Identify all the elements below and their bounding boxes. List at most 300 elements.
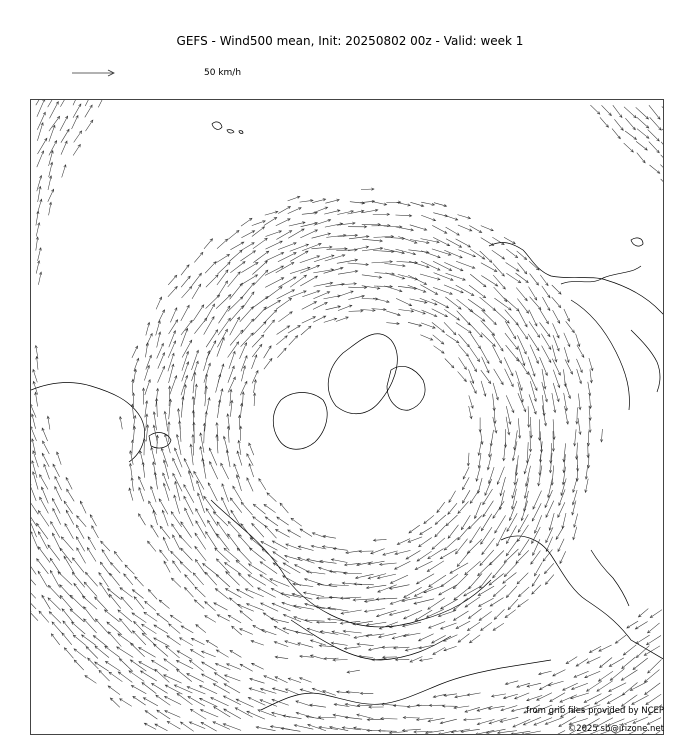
wind-arrow-icon	[241, 218, 252, 226]
wind-arrow-icon	[625, 118, 635, 130]
wind-arrow-icon	[362, 247, 383, 251]
wind-arrow-icon	[230, 498, 242, 513]
wind-arrow-icon	[318, 716, 336, 719]
wind-arrow-icon	[331, 559, 347, 563]
wind-arrow-icon	[329, 596, 350, 599]
wind-arrow-icon	[344, 647, 361, 650]
wind-arrow-icon	[649, 105, 660, 119]
wind-arrow-icon	[187, 686, 205, 694]
wind-arrow-icon	[240, 664, 253, 671]
wind-arrow-icon	[192, 284, 201, 299]
wind-arrow-icon	[222, 484, 229, 502]
wind-arrow-icon	[230, 283, 243, 299]
wind-arrow-icon	[278, 243, 296, 250]
wind-arrow-icon	[238, 440, 241, 455]
wind-arrow-icon	[300, 678, 312, 683]
wind-arrow-icon	[636, 107, 649, 119]
wind-arrow-icon	[58, 572, 72, 586]
wind-arrow-icon	[497, 467, 504, 485]
wind-arrow-icon	[446, 334, 459, 343]
wind-arrow-icon	[153, 412, 157, 430]
wind-arrow-icon	[70, 595, 84, 609]
coastline-japan	[591, 550, 629, 606]
map-panel[interactable]	[30, 99, 664, 735]
wind-arrow-icon	[389, 732, 407, 735]
wind-arrow-icon	[49, 202, 52, 215]
wind-arrow-icon	[49, 612, 61, 624]
wind-arrow-icon	[48, 545, 60, 561]
wind-arrow-icon	[337, 222, 355, 225]
wind-arrow-icon	[65, 524, 74, 539]
wind-arrow-icon	[240, 343, 247, 359]
wind-arrow-icon	[114, 551, 122, 562]
wind-arrow-icon	[100, 562, 110, 575]
wind-arrow-icon	[465, 707, 480, 712]
wind-arrow-icon	[426, 730, 445, 734]
wind-arrow-icon	[506, 273, 521, 283]
wind-arrow-icon	[195, 587, 206, 597]
wind-arrow-icon	[589, 358, 593, 371]
wind-arrow-icon	[548, 731, 566, 736]
wind-arrow-icon	[392, 634, 409, 639]
wind-arrow-icon	[289, 336, 298, 346]
wind-arrow-icon	[661, 142, 664, 155]
wind-arrow-icon	[42, 453, 49, 467]
wind-arrow-icon	[469, 635, 480, 643]
wind-arrow-icon	[195, 559, 205, 573]
wind-arrow-icon	[404, 610, 423, 619]
wind-arrow-icon	[542, 286, 550, 298]
wind-arrow-icon	[470, 249, 485, 259]
wind-arrow-icon	[152, 660, 169, 670]
wind-arrow-icon	[566, 657, 577, 664]
wind-arrow-icon	[530, 297, 541, 310]
wind-arrow-icon	[456, 261, 475, 268]
wind-arrow-icon	[661, 179, 664, 189]
map-canvas[interactable]	[31, 100, 664, 735]
wind-arrow-icon	[508, 599, 518, 610]
wind-arrow-icon	[470, 348, 480, 362]
wind-arrow-icon	[448, 525, 458, 539]
wind-arrow-icon	[519, 539, 530, 555]
wind-arrow-icon	[227, 426, 230, 442]
wind-arrow-icon	[272, 699, 289, 705]
wind-arrow-icon	[108, 589, 121, 600]
wind-arrow-icon	[458, 634, 469, 643]
wind-arrow-icon	[225, 675, 241, 681]
wind-arrow-icon	[529, 321, 540, 337]
wind-arrow-icon	[576, 408, 579, 425]
wind-arrow-icon	[155, 724, 168, 731]
wind-arrow-icon	[40, 475, 48, 490]
wind-arrow-icon	[290, 251, 308, 261]
wind-arrow-icon	[253, 517, 267, 527]
wind-arrow-icon	[481, 238, 494, 246]
wind-arrow-icon	[148, 541, 157, 551]
wind-arrow-icon	[62, 165, 66, 178]
wind-arrow-icon	[390, 575, 408, 583]
wind-arrow-icon	[633, 717, 648, 724]
wind-arrow-icon	[420, 285, 437, 295]
wind-arrow-icon	[274, 626, 289, 634]
wind-arrow-icon	[514, 430, 518, 450]
wind-arrow-icon	[60, 116, 68, 131]
wind-arrow-icon	[266, 231, 282, 237]
wind-arrow-icon	[236, 475, 241, 491]
wind-arrow-icon	[648, 130, 660, 142]
wind-arrow-icon	[503, 573, 517, 584]
wind-arrow-icon	[317, 621, 337, 624]
wind-arrow-icon	[162, 510, 168, 526]
wind-arrow-icon	[349, 310, 364, 313]
wind-arrow-icon	[102, 550, 110, 563]
wind-arrow-icon	[469, 406, 473, 419]
wind-arrow-icon	[454, 706, 469, 709]
wind-arrow-icon	[230, 242, 244, 250]
wind-arrow-icon	[518, 599, 529, 607]
wind-arrow-icon	[333, 659, 348, 662]
wind-arrow-icon	[420, 335, 432, 340]
wind-arrow-icon	[247, 454, 253, 466]
wind-arrow-icon	[60, 548, 72, 563]
wind-arrow-icon	[331, 642, 347, 646]
coastline-iceland	[149, 433, 171, 448]
wind-arrow-icon	[350, 202, 365, 205]
wind-arrow-icon	[252, 344, 262, 357]
wind-arrow-icon	[566, 321, 575, 332]
wind-arrow-icon	[202, 651, 216, 657]
wind-arrow-icon	[140, 671, 156, 681]
wind-arrow-icon	[534, 515, 541, 533]
wind-arrow-icon	[564, 369, 567, 386]
wind-arrow-icon	[156, 695, 171, 705]
wind-arrow-icon	[74, 649, 86, 659]
wind-arrow-icon	[404, 587, 422, 597]
wind-arrow-icon	[492, 237, 504, 244]
wind-arrow-icon	[540, 357, 548, 375]
wind-arrow-icon	[88, 537, 96, 550]
wind-arrow-icon	[346, 691, 359, 694]
wind-arrow-icon	[461, 729, 480, 733]
coastline-scandinavia	[273, 393, 327, 450]
wind-arrow-icon	[188, 696, 205, 706]
wind-arrow-icon	[180, 638, 194, 646]
wind-arrow-icon	[337, 259, 358, 263]
wind-arrow-icon	[206, 640, 218, 647]
wind-arrow-icon	[281, 727, 300, 731]
wind-arrow-icon	[256, 726, 275, 730]
wind-arrow-icon	[77, 516, 87, 527]
wind-arrow-icon	[264, 346, 272, 358]
wind-arrow-icon	[470, 489, 479, 503]
wind-arrow-icon	[465, 561, 481, 575]
wind-arrow-icon	[70, 609, 84, 622]
wind-arrow-icon	[109, 594, 121, 608]
wind-arrow-icon	[49, 116, 60, 131]
wind-arrow-icon	[117, 647, 134, 658]
wind-arrow-icon	[195, 546, 206, 561]
wind-arrow-icon	[271, 618, 289, 623]
wind-arrow-icon	[517, 525, 528, 542]
wind-arrow-icon	[476, 466, 481, 481]
wind-arrow-icon	[362, 275, 382, 279]
wind-arrow-icon	[300, 689, 314, 694]
wind-arrow-icon	[330, 726, 349, 731]
wind-arrow-icon	[252, 221, 265, 226]
wind-arrow-icon	[179, 535, 191, 548]
wind-arrow-icon	[478, 562, 493, 576]
wind-arrow-icon	[31, 483, 36, 501]
wind-arrow-icon	[182, 351, 189, 370]
wind-arrow-icon	[395, 561, 411, 569]
wind-arrow-icon	[160, 526, 170, 539]
wind-arrow-icon	[338, 234, 358, 237]
wind-arrow-icon	[505, 681, 518, 685]
wind-arrow-icon	[31, 572, 36, 585]
wind-arrow-icon	[410, 657, 422, 663]
wind-arrow-icon	[190, 709, 206, 719]
wind-arrow-icon	[505, 610, 516, 618]
wind-arrow-icon	[200, 433, 204, 453]
wind-arrow-icon	[177, 669, 192, 681]
wind-arrow-icon	[549, 513, 554, 530]
wind-arrow-icon	[414, 587, 433, 597]
wind-arrow-icon	[547, 479, 552, 498]
wind-arrow-icon	[648, 623, 660, 633]
wind-arrow-icon	[590, 105, 599, 114]
wind-arrow-icon	[469, 358, 477, 372]
wind-arrow-icon	[530, 381, 536, 401]
wind-arrow-icon	[440, 549, 457, 559]
wind-arrow-icon	[446, 239, 462, 248]
wind-arrow-icon	[272, 541, 288, 549]
wind-arrow-icon	[214, 673, 229, 683]
wind-arrow-icon	[494, 287, 507, 302]
wind-arrow-icon	[440, 719, 457, 724]
wind-arrow-icon	[241, 502, 252, 515]
coastline-west-africa	[31, 383, 145, 462]
wind-arrow-icon	[66, 477, 72, 489]
wind-arrow-icon	[650, 610, 662, 618]
wind-arrow-icon	[226, 450, 230, 467]
wind-arrow-icon	[424, 586, 444, 593]
wind-arrow-icon	[589, 394, 592, 408]
wind-arrow-icon	[53, 508, 61, 524]
wind-arrow-icon	[458, 372, 467, 382]
wind-arrow-icon	[224, 684, 240, 693]
wind-arrow-icon	[252, 663, 264, 669]
wind-arrow-icon	[74, 131, 82, 143]
wind-arrow-icon	[206, 295, 220, 309]
wind-arrow-icon	[146, 322, 150, 335]
wind-arrow-icon	[202, 662, 217, 671]
wind-arrow-icon	[62, 633, 72, 645]
wind-arrow-icon	[249, 443, 254, 455]
wind-arrow-icon	[129, 488, 133, 501]
wind-arrow-icon	[600, 117, 609, 127]
wind-arrow-icon	[493, 275, 505, 289]
wind-arrow-icon	[517, 335, 526, 354]
wind-arrow-icon	[609, 658, 624, 667]
wind-arrow-icon	[240, 629, 253, 635]
wind-arrow-icon	[542, 346, 551, 363]
wind-arrow-icon	[31, 587, 36, 599]
wind-arrow-icon	[241, 319, 254, 334]
wind-arrow-icon	[248, 575, 266, 586]
wind-arrow-icon	[110, 562, 120, 573]
wind-arrow-icon	[159, 499, 168, 515]
wind-arrow-icon	[90, 515, 96, 526]
wind-arrow-icon	[181, 522, 192, 538]
wind-arrow-icon	[48, 189, 54, 202]
wind-arrow-icon	[458, 345, 468, 357]
wind-arrow-icon	[573, 477, 578, 492]
wind-arrow-icon	[295, 631, 312, 635]
wind-arrow-icon	[217, 615, 230, 621]
wind-arrow-icon	[576, 659, 588, 667]
wind-arrow-icon	[205, 572, 217, 585]
wind-arrow-icon	[93, 636, 108, 648]
wind-arrow-icon	[224, 709, 241, 719]
wind-arrow-icon	[310, 704, 326, 707]
wind-arrow-icon	[444, 250, 462, 258]
wind-arrow-icon	[270, 579, 290, 587]
wind-arrow-icon	[214, 603, 228, 610]
wind-arrow-icon	[410, 202, 423, 206]
wind-arrow-icon	[80, 501, 86, 513]
wind-arrow-icon	[469, 395, 474, 408]
wind-arrow-icon	[552, 393, 556, 413]
wind-arrow-icon	[512, 441, 517, 461]
wind-arrow-icon	[234, 464, 240, 479]
wind-arrow-icon	[218, 262, 231, 274]
wind-arrow-icon	[120, 699, 132, 707]
wind-arrow-icon	[36, 223, 40, 237]
wind-arrow-icon	[421, 215, 435, 221]
wind-arrow-icon	[151, 525, 159, 537]
wind-arrow-icon	[84, 607, 96, 623]
wind-arrow-icon	[399, 310, 414, 313]
wind-arrow-icon	[105, 661, 120, 671]
wind-arrow-icon	[272, 688, 287, 693]
wind-arrow-icon	[588, 382, 591, 396]
wind-arrow-icon	[161, 448, 168, 467]
wind-arrow-icon	[133, 631, 146, 645]
wind-arrow-icon	[260, 575, 278, 587]
coastline-canada-islands	[387, 366, 425, 410]
wind-arrow-icon	[456, 539, 468, 554]
wind-arrow-icon	[216, 650, 228, 657]
wind-arrow-icon	[158, 366, 165, 382]
wind-arrow-icon	[283, 563, 300, 573]
wind-arrow-icon	[61, 129, 69, 143]
wind-arrow-icon	[532, 503, 541, 521]
wind-arrow-icon	[247, 478, 253, 492]
wind-arrow-icon	[228, 534, 241, 551]
wind-arrow-icon	[200, 710, 218, 718]
wind-arrow-icon	[661, 155, 664, 166]
wind-arrow-icon	[480, 550, 494, 566]
wind-arrow-icon	[181, 626, 193, 633]
wind-arrow-icon	[254, 380, 257, 393]
wind-arrow-icon	[76, 525, 84, 539]
wind-arrow-icon	[236, 699, 254, 707]
wind-arrow-icon	[276, 336, 287, 345]
wind-arrow-icon	[553, 310, 560, 323]
wind-arrow-icon	[247, 711, 265, 719]
wind-arrow-icon	[61, 141, 67, 155]
wind-arrow-icon	[278, 312, 292, 322]
wind-arrow-icon	[171, 578, 181, 587]
wind-arrow-icon	[445, 359, 454, 368]
wind-arrow-icon	[578, 394, 581, 410]
wind-arrow-icon	[163, 537, 169, 551]
coastline-east-arc	[631, 330, 660, 392]
wind-arrow-icon	[386, 311, 400, 316]
wind-arrow-icon	[361, 188, 374, 191]
wind-arrow-icon	[467, 693, 481, 696]
wind-arrow-icon	[264, 300, 281, 310]
coastline-south-asia	[261, 660, 551, 710]
wind-arrow-icon	[190, 444, 193, 465]
wind-arrow-icon	[228, 272, 241, 287]
wind-arrow-icon	[189, 722, 205, 729]
copyright-credit: ©2025 sb@irizone.net	[567, 724, 664, 734]
wind-arrow-icon	[305, 578, 324, 585]
coastlines	[31, 122, 664, 710]
wind-arrow-icon	[120, 588, 133, 598]
wind-arrow-icon	[324, 318, 337, 322]
wind-arrow-icon	[503, 443, 506, 461]
wind-arrow-icon	[110, 698, 120, 707]
wind-arrow-icon	[446, 515, 458, 526]
wind-arrow-icon	[296, 701, 312, 707]
wind-arrow-icon	[389, 585, 409, 590]
wind-arrow-icon	[31, 510, 37, 527]
wind-arrow-icon	[481, 321, 495, 336]
wind-arrow-icon	[142, 462, 145, 478]
wind-arrow-icon	[153, 510, 158, 525]
wind-arrow-icon	[650, 165, 660, 173]
wind-arrow-icon	[556, 526, 564, 539]
wind-arrow-icon	[178, 421, 181, 442]
wind-arrow-icon	[241, 524, 253, 540]
wind-arrow-icon	[505, 369, 514, 387]
wind-arrow-icon	[294, 724, 313, 729]
wind-arrow-icon	[409, 261, 429, 268]
wind-arrow-icon	[638, 609, 648, 617]
wind-arrow-icon	[504, 563, 517, 576]
coastline-atlantic-island-1	[212, 122, 222, 130]
wind-arrow-icon	[565, 382, 571, 399]
wind-arrow-icon	[493, 563, 506, 578]
wind-arrow-icon	[47, 416, 50, 429]
wind-arrow-icon	[372, 202, 386, 206]
wind-arrow-icon	[216, 374, 221, 392]
wind-arrow-icon	[192, 350, 199, 370]
wind-arrow-icon	[448, 503, 457, 514]
wind-arrow-icon	[49, 162, 53, 177]
coastline-alaska	[561, 266, 641, 284]
wind-arrow-icon	[345, 716, 362, 719]
wind-arrow-icon	[644, 646, 660, 656]
wind-arrow-icon	[73, 144, 80, 155]
wind-arrow-icon	[479, 611, 492, 620]
wind-arrow-icon	[435, 525, 446, 537]
wind-arrow-icon	[506, 586, 517, 598]
wind-arrow-icon	[560, 551, 566, 563]
coastline-atlantic-island-2	[227, 130, 234, 133]
